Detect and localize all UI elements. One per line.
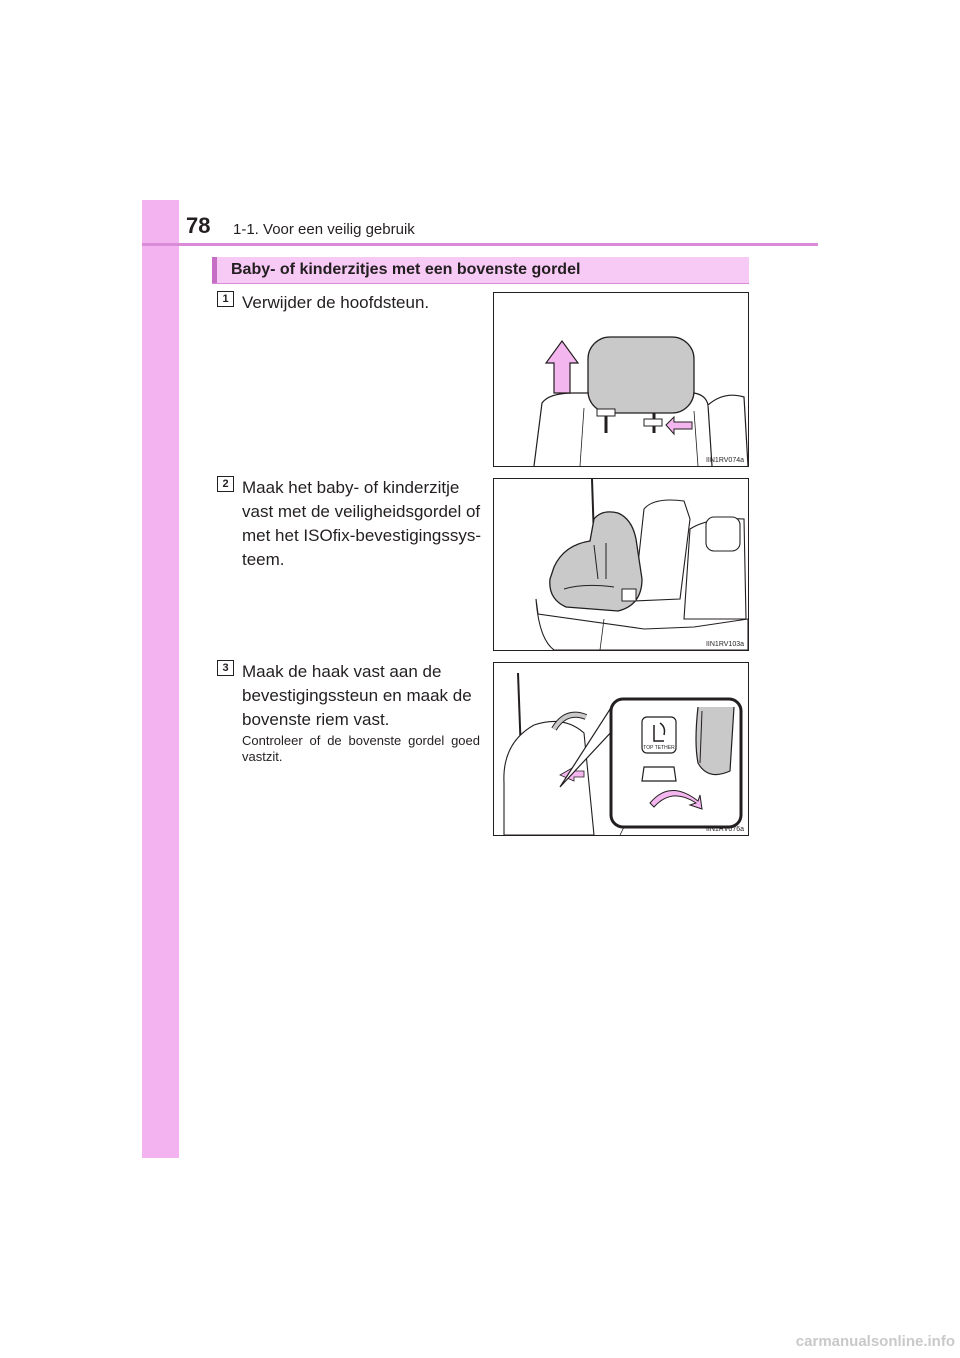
figure-code: IIN1RV076a [705,826,744,833]
step-3-text: Maak de haak vast aan de bevestigingssteun en maak de bovenste riem vast. [242,662,472,729]
child-seat-illustration [494,479,748,650]
step-1-number: 1 [217,291,234,307]
step-1-text: Verwijder de hoofdsteun. [242,293,430,312]
section-title-underline [212,283,749,284]
headrest-illustration [494,293,748,466]
step-2-text: Maak het baby- of kinderzitje vast met de veiligheidsgordel of met het ISOfix-bevestigingssys-teem. [242,478,482,569]
chapter-side-tab [142,200,179,1158]
figure-code: IIN1RV074a [705,457,744,464]
figure-attach-top-tether [493,662,749,836]
section-path: 1-1. Voor een veilig gebruik [233,221,415,238]
page-number: 78 [186,213,211,238]
figure-remove-headrest [493,292,749,467]
section-title: Baby- of kinderzitjes met een bovenste gordel [212,257,749,283]
step-3-number: 3 [217,660,234,676]
figure-install-child-seat [493,478,749,651]
up-arrow-icon [546,341,578,393]
step-2-number: 2 [217,476,234,492]
top-tether-illustration [494,663,748,835]
inset-label: TOP TETHER [643,745,675,751]
figure-code: IIN1RV103a [705,641,744,648]
step-3-note: Controleer of de bovenste gordel goed vastzit. [242,733,480,764]
watermark: carmanualsonline.info [795,1333,955,1350]
header-rule [142,243,818,246]
